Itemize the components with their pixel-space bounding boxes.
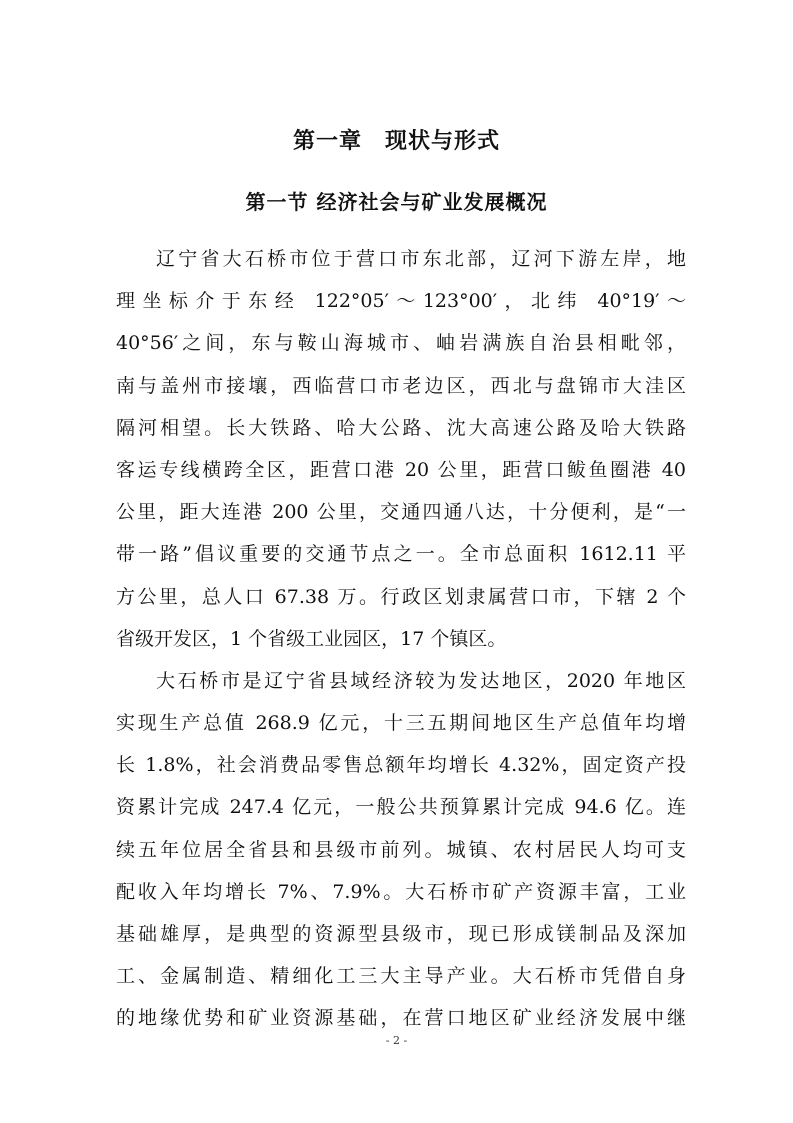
text-line: 方公里，总人口 67.38 万。行政区划隶属营口市，下辖 2 个 [116,585,686,608]
text-line: 南与盖州市接壤，西临营口市老边区，西北与盘锦市大洼区 [116,374,686,397]
text-line: 资累计完成 247.4 亿元，一般公共预算累计完成 94.6 亿。连 [116,796,686,819]
body-text [116,238,686,1040]
text-line: 客运专线横跨全区，距营口港 20 公里，距营口鲅鱼圈港 40 [116,458,686,481]
paragraph-1 [116,238,686,660]
text-line: 辽宁省大石桥市位于营口市东北部，辽河下游左岸，地 [156,248,686,270]
paragraph-2 [116,660,686,1040]
text-line: 长 1.8%，社会消费品零售总额年均增长 4.32%，固定资产投 [116,754,686,777]
text-line: 理坐标介于东经 122°05′～123°00′，北纬 40°19′～ [116,290,686,313]
text-line: 省级开发区，1 个省级工业园区，17 个镇区。 [116,627,507,650]
text-line: 隔河相望。长大铁路、哈大公路、沈大高速公路及哈大铁路 [116,416,686,439]
text-line: 带一路”倡议重要的交通节点之一。全市总面积 1612.11 平 [116,543,686,566]
page-number: - 2 - [385,1034,408,1047]
text-line: 实现生产总值 268.9 亿元，十三五期间地区生产总值年均增 [116,712,686,735]
section-title: 第一节 经济社会与矿业发展概况 [245,190,548,214]
text-line: 基础雄厚，是典型的资源型县级市，现已形成镁制品及深加 [116,923,686,945]
text-line: 配收入年均增长 7%、7.9%。大石桥市矿产资源丰富，工业 [116,880,686,903]
text-line: 的地缘优势和矿业资源基础，在营口地区矿业经济发展中继 [116,1007,686,1030]
text-line: 工、金属制造、精细化工三大主导产业。大石桥市凭借自身 [116,965,686,988]
text-line: 续五年位居全省县和县级市前列。城镇、农村居民人均可支 [116,838,686,861]
text-line: 大石桥市是辽宁省县域经济较为发达地区，2020 年地区 [156,669,686,692]
chapter-title: 第一章 现状与形式 [292,129,500,154]
text-line: 公里，距大连港 200 公里，交通四通八达，十分便利，是“一 [116,501,686,524]
text-line: 40°56′之间，东与鞍山海城市、岫岩满族自治县相毗邻， [116,332,686,355]
